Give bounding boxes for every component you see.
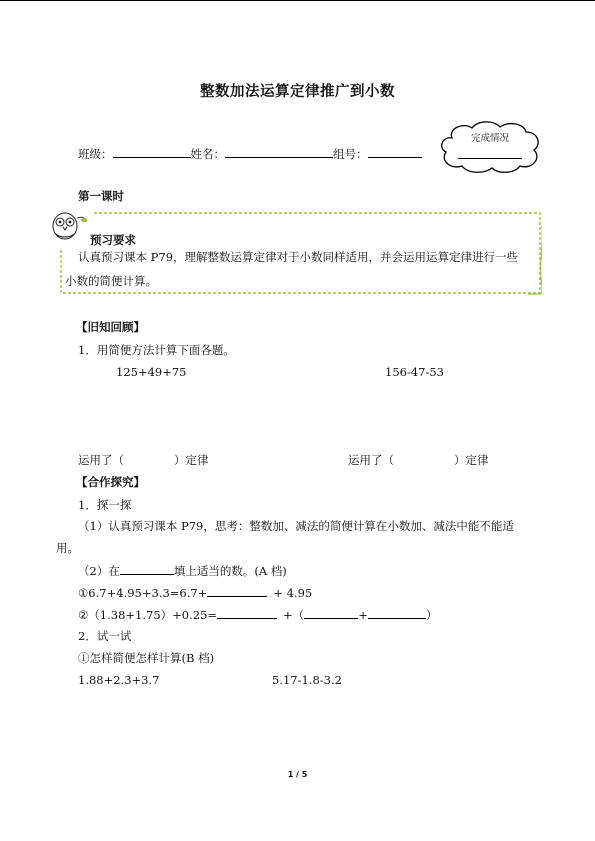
top-border (0, 0, 595, 1)
lesson-label: 第一课时 (78, 189, 124, 203)
page-number: 1 / 5 (287, 770, 308, 779)
equation-1: ①6.7+4.95+3.3=6.7+ + 4.95 (78, 586, 313, 600)
cloud-label: 完成情况 (470, 133, 509, 144)
equation-1-blank[interactable] (207, 584, 267, 597)
explore-part-2-item-1: ①怎样简便怎样计算(B 档) (78, 651, 215, 665)
review-heading: 【旧知回顾】 (76, 320, 145, 334)
explore-item-2: （2）在 填上适当的数。(A 档) (78, 564, 287, 578)
name-label: 姓名： (190, 147, 225, 161)
equation-2: ②（1.38+1.75）+0.25= +（ + ） (78, 608, 438, 622)
completion-cloud-icon (438, 120, 542, 174)
owl-mascot-icon (48, 208, 88, 244)
explore-expression-4: 5.17-1.8-3.2 (272, 673, 342, 687)
explore-part-2: 2．试一试 (78, 629, 132, 643)
equation-2-blank-3[interactable] (368, 606, 426, 619)
equation-2-blank-1[interactable] (217, 606, 277, 619)
fill-blank-sample (120, 562, 174, 575)
class-blank[interactable] (113, 145, 191, 158)
page-title: 整数加法运算定律推广到小数 (200, 83, 395, 100)
review-expression-2: 156-47-53 (385, 365, 444, 379)
preview-line-2: 小数的简便计算。 (65, 274, 157, 288)
explore-heading: 【合作探究】 (76, 475, 145, 489)
review-expression-1: 125+49+75 (116, 365, 187, 379)
review-law-left: 运用了（ ）定律 (78, 453, 209, 467)
group-label: 组号： (333, 147, 368, 161)
preview-line-1: 认真预习课本 P79，理解整数运算定律对于小数同样适用，并会运用运算定律进行一些 (78, 250, 519, 264)
equation-2-blank-2[interactable] (304, 606, 358, 619)
info-row (78, 145, 422, 162)
class-label: 班级： (78, 147, 113, 161)
review-question-1: 1．用简便方法计算下面各题。 (78, 343, 235, 357)
explore-part-1: 1．探一探 (78, 498, 132, 512)
review-law-right: 运用了（ ）定律 (348, 453, 489, 467)
explore-expression-3: 1.88+2.3+3.7 (78, 673, 160, 687)
explore-item-1-line-2: 用。 (56, 541, 79, 555)
group-blank[interactable] (368, 145, 422, 158)
completion-blank[interactable] (458, 158, 522, 159)
preview-heading: 预习要求 (90, 233, 136, 247)
explore-item-1-line-1: （1）认真预习课本 P79，思考：整数加、减法的简便计算在小数加、减法中能不能适 (78, 519, 514, 533)
name-blank[interactable] (225, 145, 333, 158)
